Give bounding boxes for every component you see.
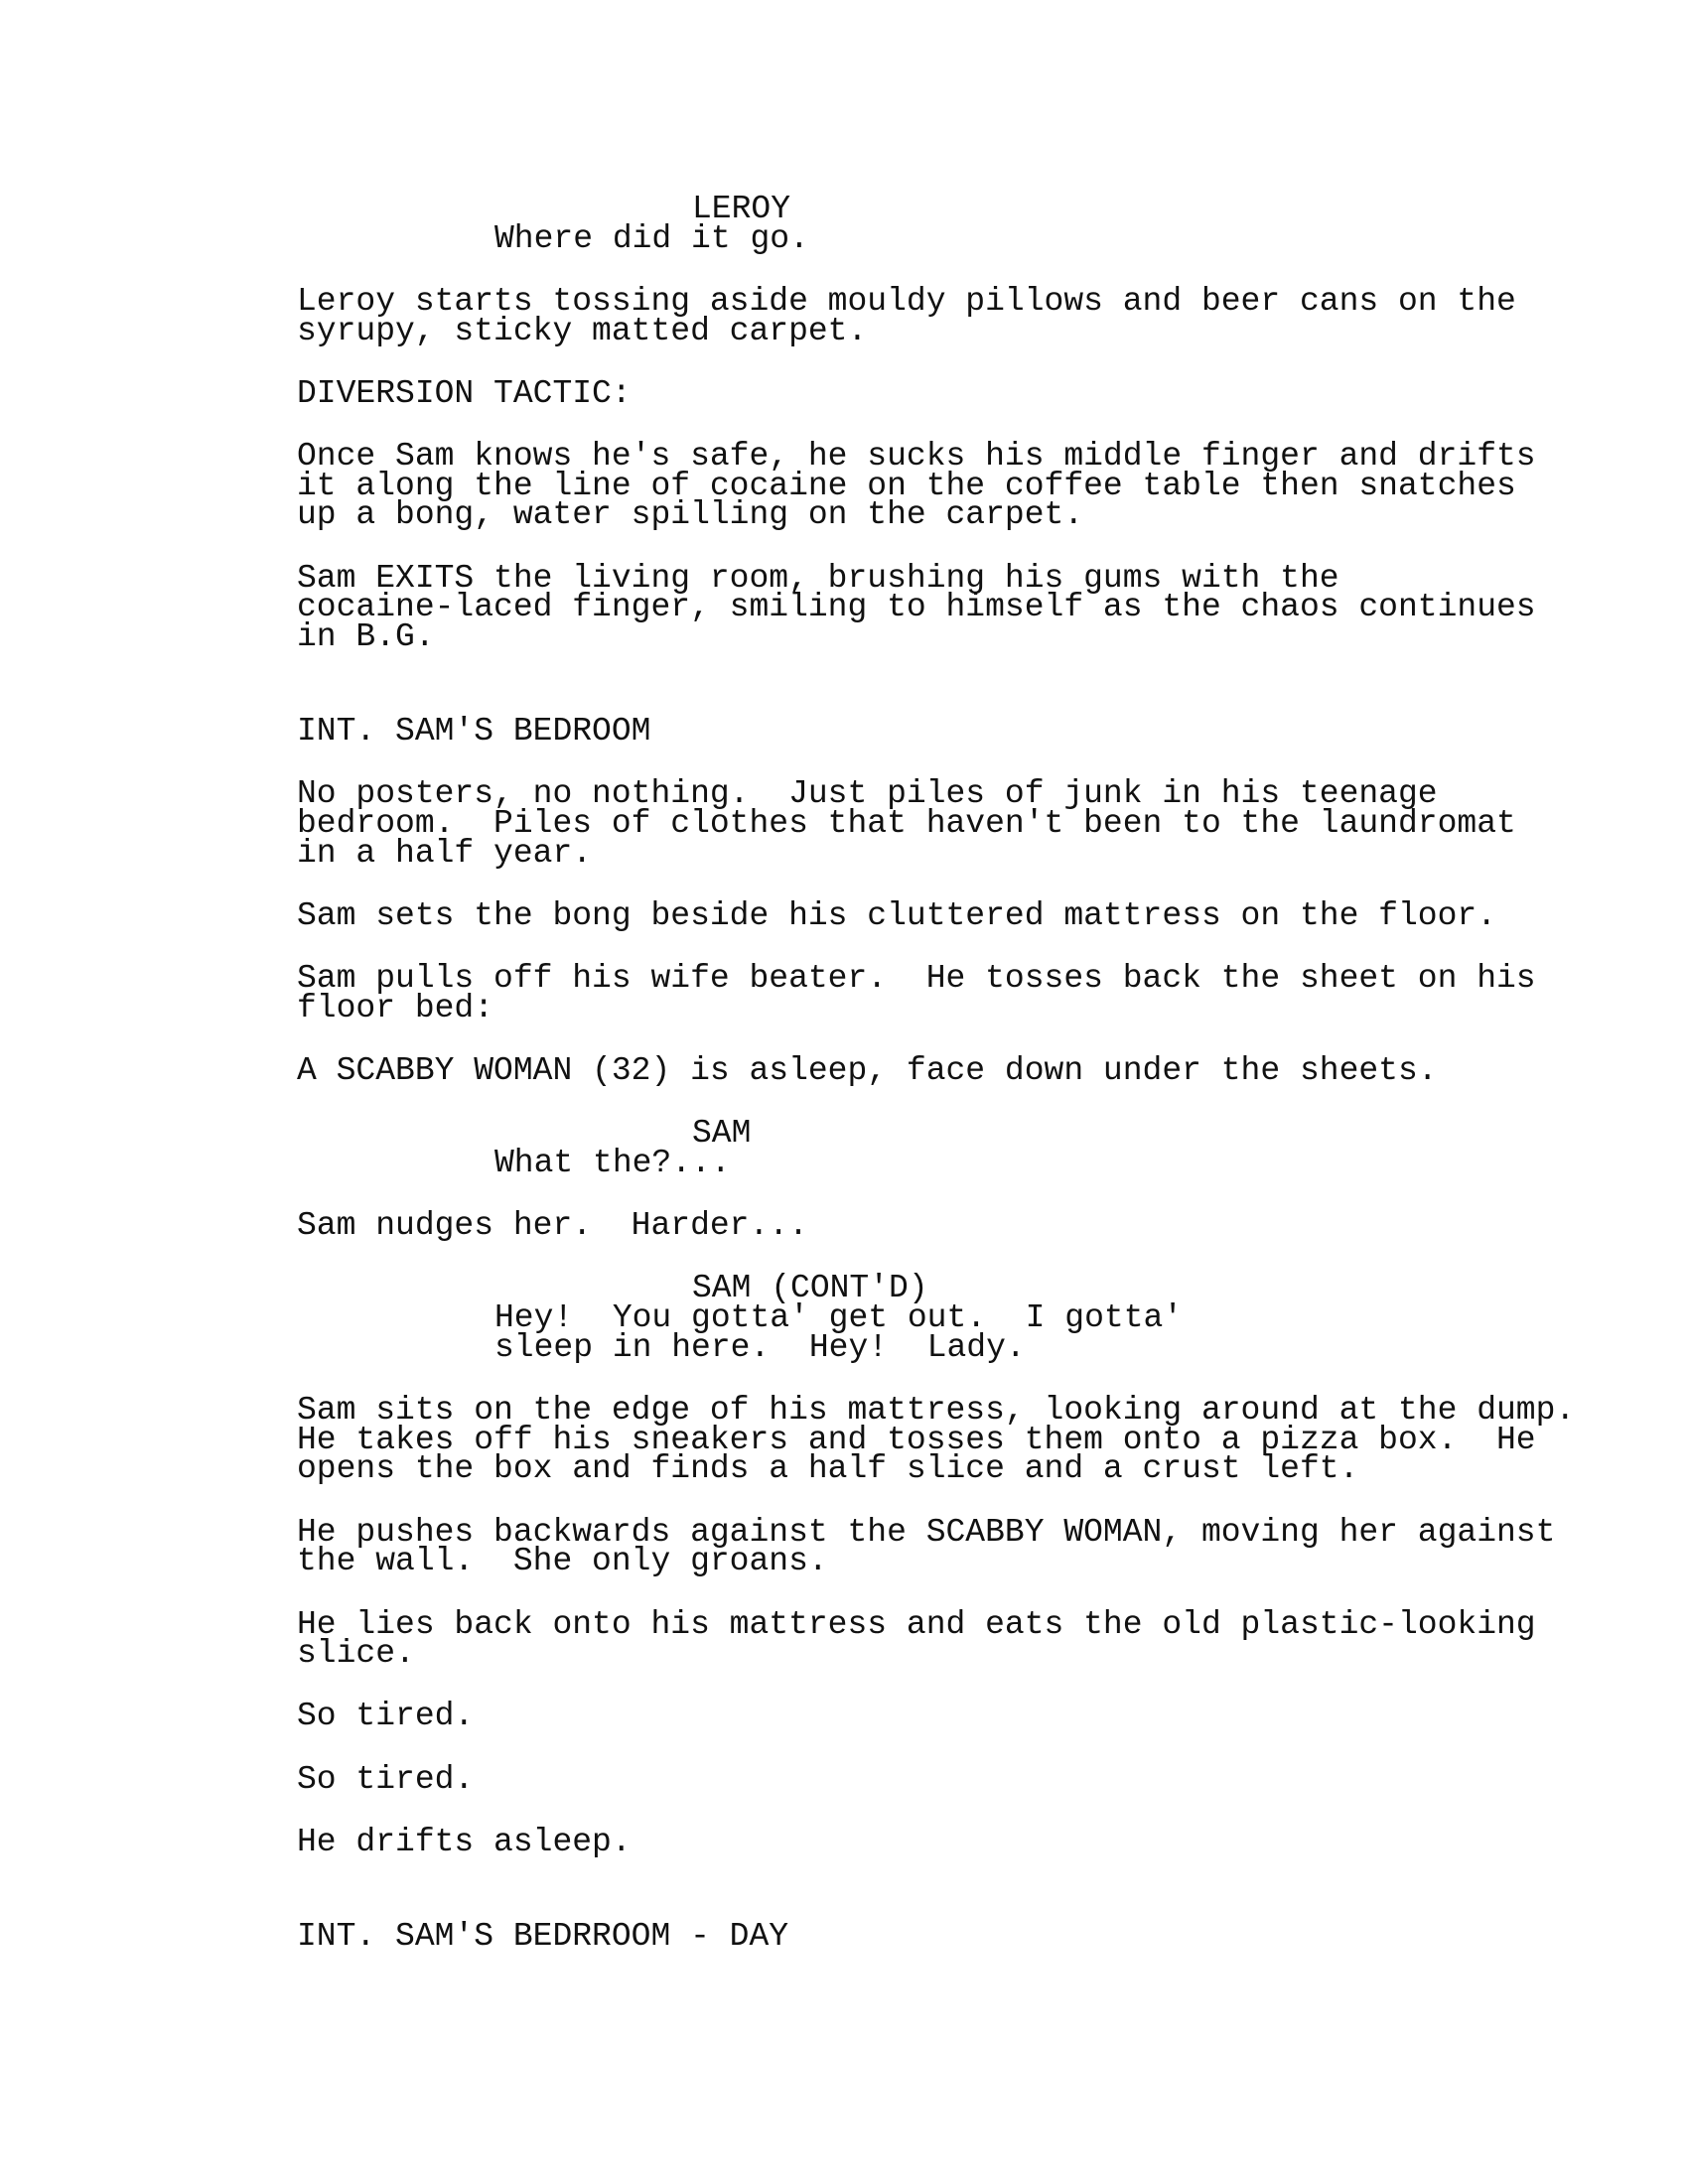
action-line: opens the box and finds a half slice and a crust left.: [297, 1450, 1359, 1487]
action-line: Sam nudges her. Harder...: [297, 1207, 808, 1244]
action-line: syrupy, sticky matted carpet.: [297, 313, 868, 349]
action-line: DIVERSION TACTIC:: [297, 375, 632, 412]
action-line: So tired.: [297, 1761, 475, 1798]
action-line: up a bong, water spilling on the carpet.: [297, 496, 1084, 533]
dialogue-line: Where did it go.: [494, 220, 809, 257]
action-line: slice.: [297, 1635, 415, 1672]
action-line: it along the line of cocaine on the coffee table then snatches: [297, 468, 1516, 504]
action-line: He lies back onto his mattress and eats the old plastic-looking: [297, 1606, 1536, 1643]
action-line: floor bed:: [297, 990, 494, 1026]
action-line: He pushes backwards against the SCABBY WOMAN, moving her against: [297, 1514, 1556, 1551]
character-cue: SAM (CONT'D): [692, 1270, 928, 1306]
scene-heading: INT. SAM'S BEDRROOM - DAY: [297, 1918, 789, 1955]
character-cue: LEROY: [692, 191, 791, 227]
character-cue: SAM: [692, 1115, 752, 1152]
action-line: He drifts asleep.: [297, 1824, 632, 1860]
dialogue-line: Hey! You gotta' get out. I gotta': [494, 1299, 1184, 1336]
action-line: No posters, no nothing. Just piles of junk in his teenage: [297, 775, 1438, 812]
action-line: Once Sam knows he's safe, he sucks his middle finger and drifts: [297, 438, 1536, 475]
action-line: cocaine-laced finger, smiling to himself as the chaos continues: [297, 589, 1536, 625]
action-line: the wall. She only groans.: [297, 1543, 828, 1579]
action-line: bedroom. Piles of clothes that haven't been to the laundromat: [297, 805, 1516, 842]
action-line: So tired.: [297, 1698, 475, 1734]
action-line: Sam sets the bong beside his cluttered mattress on the floor.: [297, 897, 1496, 934]
dialogue-line: What the?...: [494, 1145, 731, 1181]
action-line: Sam sits on the edge of his mattress, looking around at the dump.: [297, 1392, 1576, 1429]
action-line: A SCABBY WOMAN (32) is asleep, face down under the sheets.: [297, 1052, 1438, 1089]
action-line: Leroy starts tossing aside mouldy pillows and beer cans on the: [297, 283, 1516, 320]
action-line: Sam pulls off his wife beater. He tosses back the sheet on his: [297, 960, 1536, 997]
action-line: Sam EXITS the living room, brushing his gums with the: [297, 560, 1339, 597]
action-line: He takes off his sneakers and tosses them onto a pizza box. He: [297, 1422, 1536, 1458]
scene-heading: INT. SAM'S BEDROOM: [297, 713, 651, 750]
action-line: in B.G.: [297, 618, 435, 655]
action-line: in a half year.: [297, 835, 593, 872]
dialogue-line: sleep in here. Hey! Lady.: [494, 1329, 1026, 1366]
